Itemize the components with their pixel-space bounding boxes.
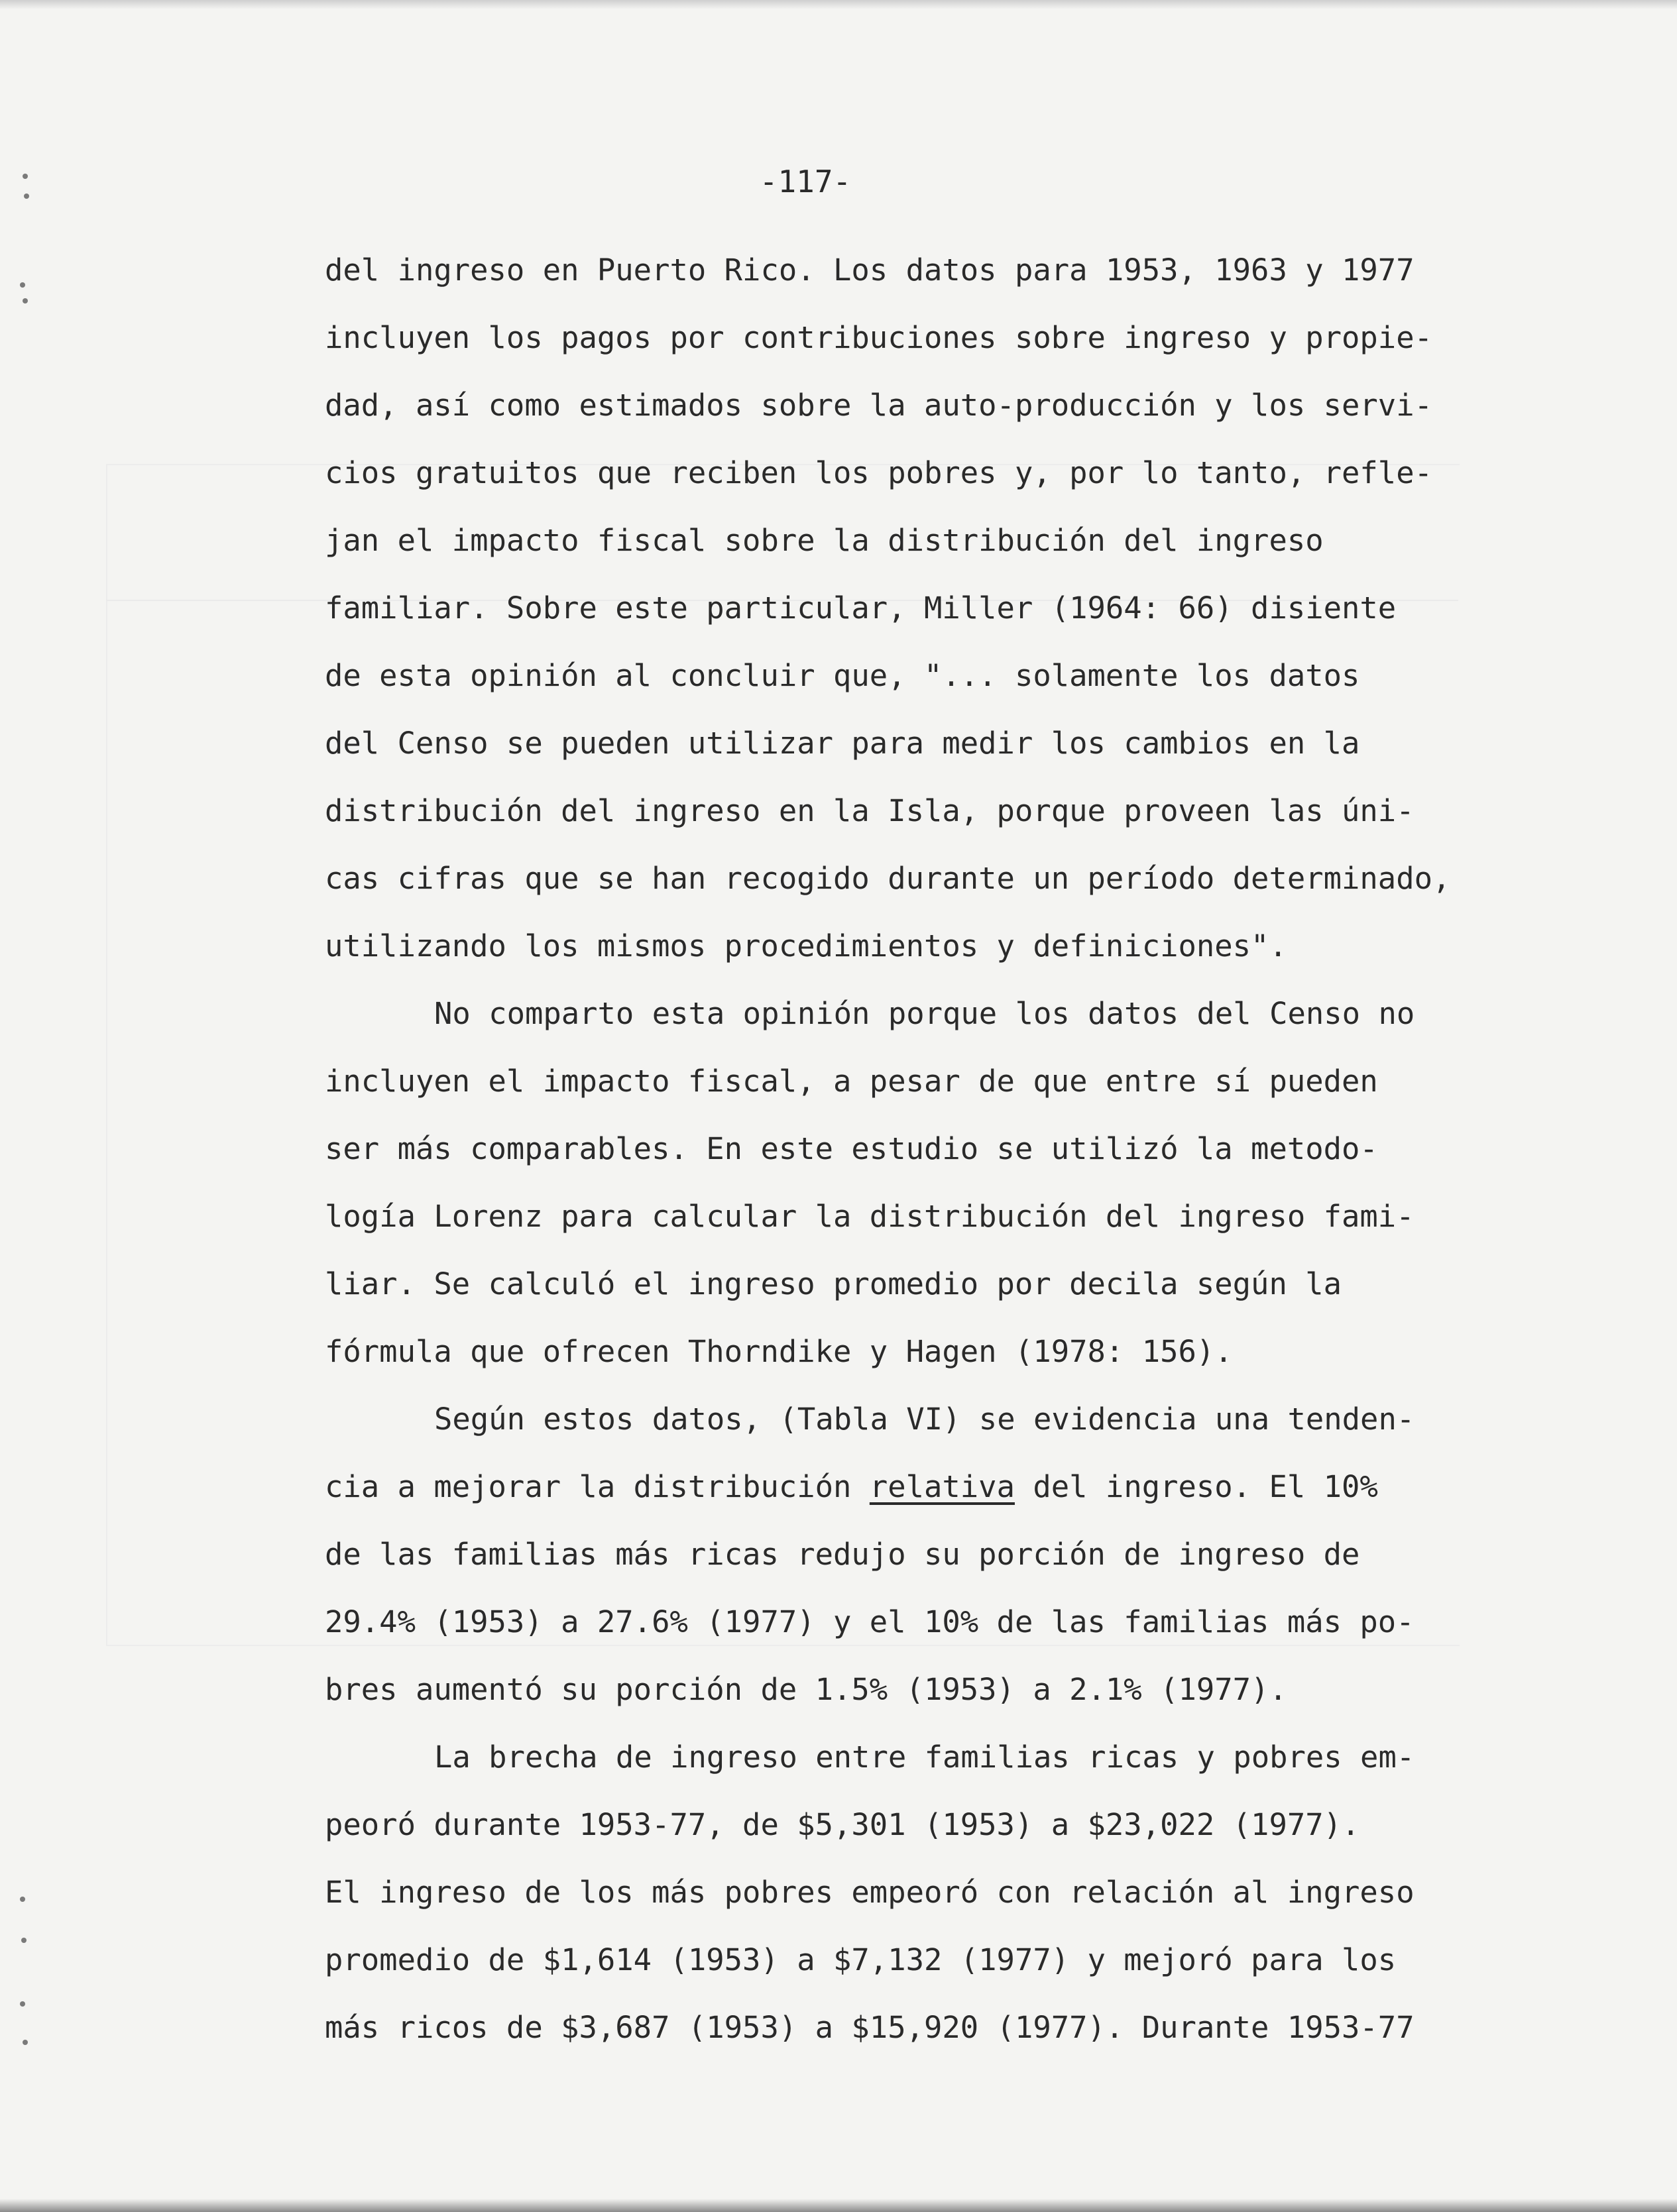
text-line: bres aumentó su porción de 1.5% (1953) a 2.1% (1977). [325, 1672, 1287, 1707]
paragraph-first-line: La brecha de ingreso entre familias ricas y pobres em- [434, 1740, 1415, 1775]
text-run: del ingreso. El 10% [1014, 1469, 1378, 1504]
text-line: jan el impacto fiscal sobre la distribución del ingreso [325, 523, 1324, 558]
scan-speck [21, 1938, 27, 1943]
text-line: incluyen el impacto fiscal, a pesar de que entre sí pueden [325, 1064, 1378, 1099]
scan-speck [23, 298, 28, 304]
text-line: fórmula que ofrecen Thorndike y Hagen (1978: 156). [325, 1334, 1233, 1369]
text-line: El ingreso de los más pobres empeoró con relación al ingreso [325, 1875, 1415, 1910]
scan-speck [20, 282, 25, 288]
scan-speck [23, 2040, 28, 2045]
text-line: de las familias más ricas redujo su porción de ingreso de [325, 1537, 1360, 1572]
text-line: familiar. Sobre este particular, Miller (1964: 66) disiente [325, 590, 1397, 626]
text-line: logía Lorenz para calcular la distribución del ingreso fami- [325, 1199, 1415, 1234]
text-line: promedio de $1,614 (1953) a $7,132 (1977) y mejoró para los [325, 1942, 1397, 1977]
text-line: más ricos de $3,687 (1953) a $15,920 (1977). Durante 1953-77 [325, 2010, 1415, 2045]
text-line: 29.4% (1953) a 27.6% (1977) y el 10% de las familias más po- [325, 1604, 1415, 1639]
text-line: liar. Se calculó el ingreso promedio por decila según la [325, 1266, 1342, 1301]
text-run: cia a mejorar la distribución [325, 1469, 870, 1504]
scan-bottom-edge [0, 2199, 1677, 2212]
scan-speck [20, 1897, 25, 1902]
text-line: distribución del ingreso en la Isla, porque proveen las úni- [325, 793, 1415, 828]
text-line: incluyen los pagos por contribuciones sobre ingreso y propie- [325, 320, 1432, 355]
underlined-word: relativa [869, 1469, 1015, 1504]
page-number: -117- [759, 164, 852, 199]
text-line: dad, así como estimados sobre la auto-producción y los servi- [325, 388, 1432, 423]
text-line: del ingreso en Puerto Rico. Los datos para 1953, 1963 y 1977 [325, 252, 1415, 288]
text-line: utilizando los mismos procedimientos y definiciones". [325, 928, 1287, 964]
text-line [325, 1467, 1378, 1507]
scan-top-edge [0, 0, 1677, 9]
text-line: del Censo se pueden utilizar para medir los cambios en la [325, 726, 1360, 761]
scan-speck [20, 2001, 25, 2007]
text-line: ser más comparables. En este estudio se utilizó la metodo- [325, 1131, 1378, 1166]
text-line: cas cifras que se han recogido durante un período determinado, [325, 861, 1451, 896]
text-line: de esta opinión al concluir que, "... solamente los datos [325, 658, 1360, 693]
paragraph-first-line: Según estos datos, (Tabla VI) se evidencia una tenden- [434, 1402, 1415, 1437]
text-line: peoró durante 1953-77, de $5,301 (1953) a $23,022 (1977). [325, 1807, 1360, 1842]
paragraph-first-line: No comparto esta opinión porque los datos del Censo no [434, 996, 1415, 1031]
text-line: cios gratuitos que reciben los pobres y, por lo tanto, refle- [325, 455, 1432, 490]
